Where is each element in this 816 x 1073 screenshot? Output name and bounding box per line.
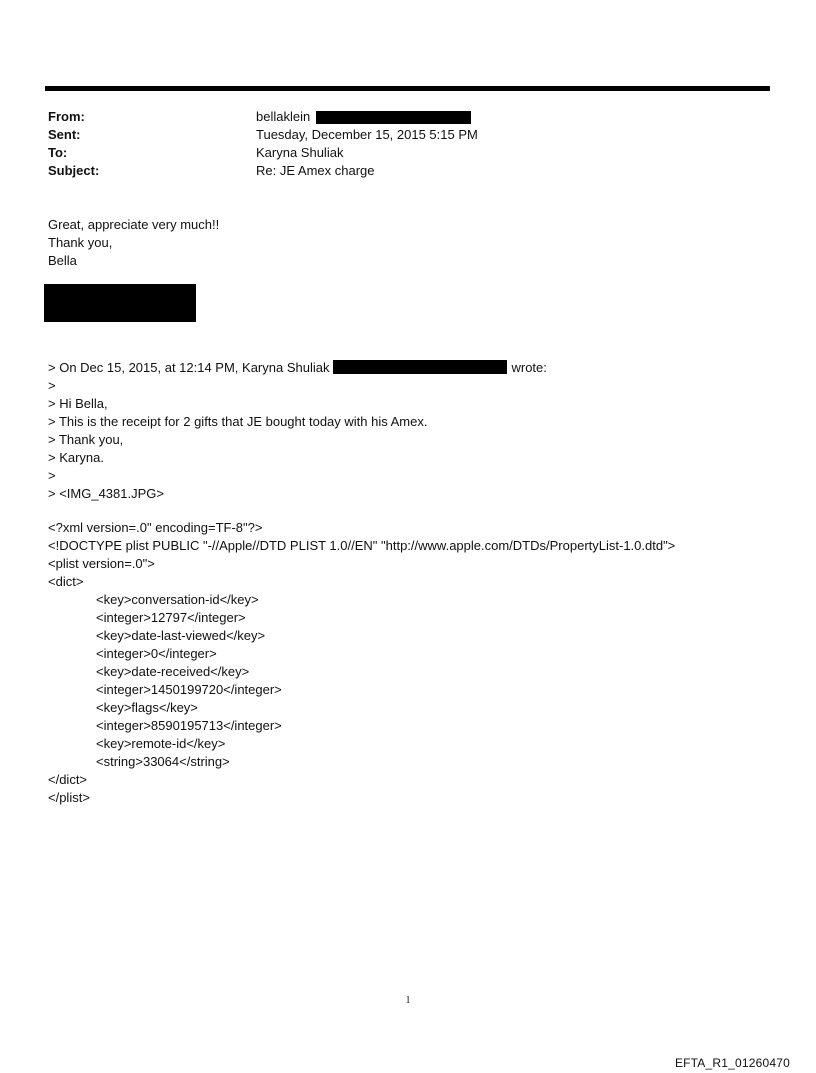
plist-dict-line: <key>remote-id</key> <box>96 736 226 751</box>
quoted-intro-suffix: wrote: <box>511 360 547 375</box>
sent-label: Sent: <box>48 127 81 142</box>
plist-dict-line: <key>flags</key> <box>96 700 198 715</box>
from-label: From: <box>48 109 85 124</box>
plist-dict-line: <integer>0</integer> <box>96 646 217 661</box>
quoted-line: > Karyna. <box>48 450 105 465</box>
quoted-message <box>48 359 547 503</box>
plist-dict-line: <key>date-received</key> <box>96 664 250 679</box>
bates-number: EFTA_R1_01260470 <box>674 1056 790 1070</box>
subject-value: Re: JE Amex charge <box>256 163 375 178</box>
quoted-intro-line <box>48 359 547 377</box>
plist-dict-line: <integer>8590195713</integer> <box>96 718 282 733</box>
subject-row <box>48 162 478 180</box>
quoted-line: > <box>48 468 56 483</box>
plist-dict-line: <string>33064</string> <box>96 754 230 769</box>
to-row <box>48 144 478 162</box>
plist-line: <plist version=.0"> <box>48 556 155 571</box>
redaction-box <box>333 360 507 374</box>
sent-value: Tuesday, December 15, 2015 5:15 PM <box>256 127 478 142</box>
from-row <box>48 108 478 126</box>
plist-dict-line: <integer>1450199720</integer> <box>96 682 282 697</box>
quoted-line: > This is the receipt for 2 gifts that JE bought today with his Amex. <box>48 414 428 429</box>
quoted-intro-prefix: > On Dec 15, 2015, at 12:14 PM, Karyna Shuliak <box>48 360 330 375</box>
to-value: Karyna Shuliak <box>256 145 344 160</box>
attachment-reference: > <IMG_4381.JPG> <box>48 486 164 501</box>
plist-dict-line: <key>conversation-id</key> <box>96 592 259 607</box>
plist-dict-line: <key>date-last-viewed</key> <box>96 628 266 643</box>
email-header <box>48 108 478 180</box>
plist-line: </dict> <box>48 772 88 787</box>
plist-dict-line: <integer>12797</integer> <box>96 610 246 625</box>
header-divider <box>45 86 770 91</box>
body-line: Great, appreciate very much!! <box>48 217 220 232</box>
email-body <box>48 216 219 270</box>
plist-line: <!DOCTYPE plist PUBLIC "-//Apple//DTD PLIST 1.0//EN" "http://www.apple.com/DTDs/PropertyList-1.0.dtd"> <box>48 538 676 553</box>
plist-line: <?xml version=.0" encoding=TF-8"?> <box>48 520 263 535</box>
plist-line: <dict> <box>48 574 84 589</box>
to-label: To: <box>48 145 68 160</box>
body-line: Thank you, <box>48 235 113 250</box>
from-value <box>256 108 471 126</box>
quoted-line: > <box>48 378 56 393</box>
subject-label: Subject: <box>48 163 100 178</box>
from-sender: bellaklein <box>256 109 311 124</box>
redaction-box <box>316 111 471 124</box>
plist-line: </plist> <box>48 790 90 805</box>
signature-redaction-box <box>44 284 196 322</box>
sent-row <box>48 126 478 144</box>
page-number: 1 <box>405 995 411 1006</box>
body-line: Bella <box>48 253 77 268</box>
quoted-line: > Hi Bella, <box>48 396 108 411</box>
quoted-line: > Thank you, <box>48 432 124 447</box>
plist-metadata <box>48 519 675 807</box>
